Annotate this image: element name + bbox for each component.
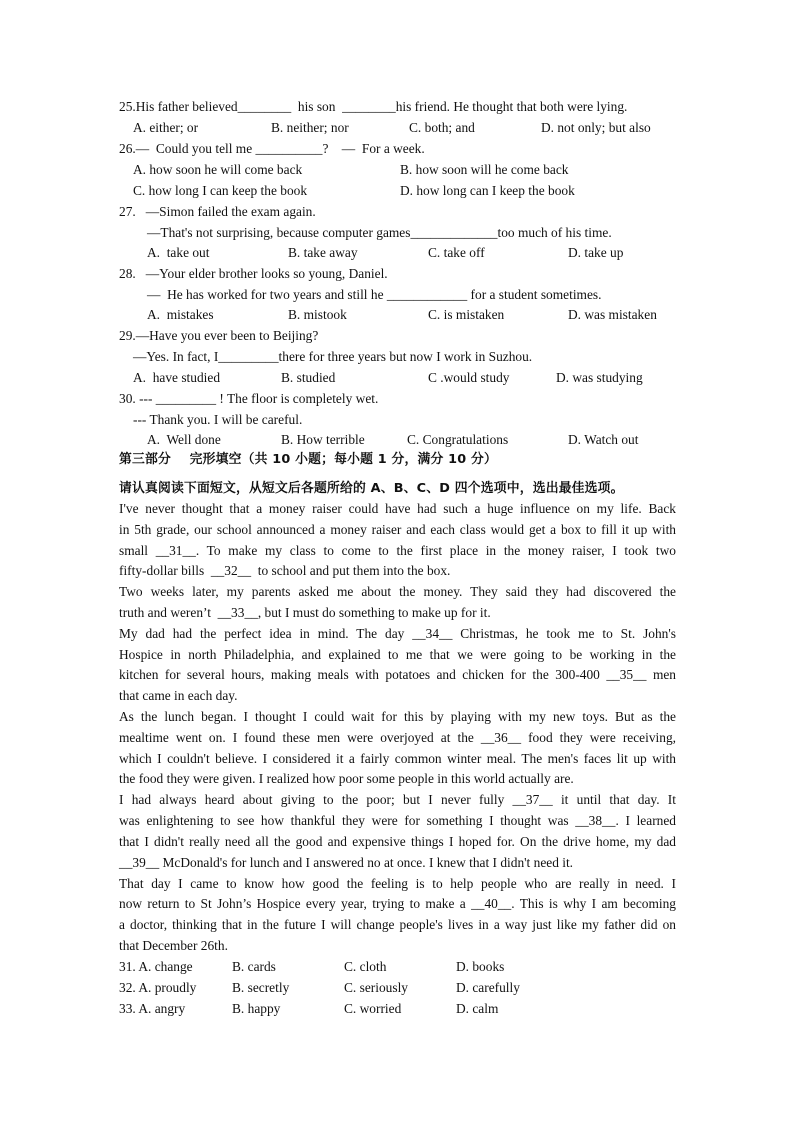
question-25-stem: 25.His father believed________ his son ________his friend. He thought that both were lying. [119, 99, 628, 114]
question-27-stem: 27. —Simon failed the exam again. [119, 204, 316, 219]
passage-line: My dad had the perfect idea in mind. The day __34__ Christmas, he took me to St. John's [119, 626, 676, 641]
answer-32-c: C. seriously [344, 980, 408, 995]
answer-33-b: B. happy [232, 1001, 281, 1016]
passage-line: the food they were given. I realized how poor some people in this world actually are. [119, 771, 574, 786]
passage-line: that I didn't really need all the good and expensive things I hoped for. On the drive home, my dad [119, 834, 676, 849]
question-27-option-d: D. take up [568, 245, 624, 260]
question-27-option-a: A. take out [147, 245, 210, 260]
question-26-stem: 26.— Could you tell me __________? — For a week. [119, 141, 425, 156]
section-heading: 第三部分 完形填空（共 10 小题；每小题 1 分，满分 10 分） [119, 452, 498, 467]
question-30-option-a: A. Well done [147, 432, 221, 447]
answer-32-a: 32. A. proudly [119, 980, 197, 995]
passage-line: small __31__. To make my class to come to the first place in the money raiser, I took two [119, 543, 676, 558]
passage-line: that came in each day. [119, 688, 238, 703]
answer-33-d: D. calm [456, 1001, 499, 1016]
passage-line: which I couldn't believe. I considered it a fairly common winter meal. The men's faces lit up with [119, 751, 676, 766]
question-26-option-d: D. how long can I keep the book [400, 183, 575, 198]
answer-31-c: C. cloth [344, 959, 387, 974]
passage-line: that December 26th. [119, 938, 228, 953]
answer-31-b: B. cards [232, 959, 276, 974]
question-29-stem: 29.—Have you ever been to Beijing? [119, 328, 319, 343]
passage-line: Two weeks later, my parents asked me about the money. They said they had discovered the [119, 584, 676, 599]
passage-line: That day I came to know how good the feeling is to help people who are really in need. I [119, 876, 676, 891]
question-26-option-a: A. how soon he will come back [133, 162, 303, 177]
passage-line: truth and weren’t __33__, but I must do something to make up for it. [119, 605, 491, 620]
passage-line: in 5th grade, our school announced a money raiser and each class would get a box to fill it up with [119, 522, 676, 537]
question-30-reply: --- Thank you. I will be careful. [133, 412, 303, 427]
passage-line: As the lunch began. I thought I could wait for this by playing with my new toys. But as the [119, 709, 676, 724]
passage-line: now return to St John’s Hospice every year, trying to make a __40__. This is why I am becoming [119, 896, 676, 911]
question-27-reply: —That's not surprising, because computer games_____________too much of his time. [147, 225, 612, 240]
passage-line: a doctor, thinking that in the future I will change people's lives in a way just like my father did on [119, 917, 676, 932]
answer-31-a: 31. A. change [119, 959, 193, 974]
question-25-option-d: D. not only; but also [541, 120, 651, 135]
question-28-option-b: B. mistook [288, 307, 347, 322]
question-26-option-b: B. how soon will he come back [400, 162, 569, 177]
answer-33-a: 33. A. angry [119, 1001, 186, 1016]
passage-line: Hospice in north Philadelphia, and explained to me that we were going to be working in the [119, 647, 676, 662]
question-29-option-d: D. was studying [556, 370, 643, 385]
passage-line: kitchen for several hours, making meals with potatoes and chicken for the 300-400 __35__ men [119, 667, 676, 682]
question-27-option-b: B. take away [288, 245, 358, 260]
question-27-option-c: C. take off [428, 245, 485, 260]
passage-line: fifty-dollar bills __32__ to school and put them into the box. [119, 563, 451, 578]
question-28-option-d: D. was mistaken [568, 307, 657, 322]
question-29-option-a: A. have studied [133, 370, 221, 385]
passage-line: I've never thought that a money raiser could have had such a huge influence on my life. Back [119, 501, 676, 516]
question-30-option-c: C. Congratulations [407, 432, 509, 447]
question-30-option-b: B. How terrible [281, 432, 365, 447]
passage-line: was enlightening to see how thankful they were for something I thought was __38__. I learned [119, 813, 676, 828]
answer-32-b: B. secretly [232, 980, 290, 995]
question-28-option-c: C. is mistaken [428, 307, 505, 322]
question-28-stem: 28. —Your elder brother looks so young, Daniel. [119, 266, 388, 281]
question-29-option-c: C .would study [428, 370, 510, 385]
question-26-option-c: C. how long I can keep the book [133, 183, 308, 198]
answer-31-d: D. books [456, 959, 505, 974]
answer-32-d: D. carefully [456, 980, 520, 995]
answer-33-c: C. worried [344, 1001, 402, 1016]
passage-line: __39__ McDonald's for lunch and I answered no at once. I knew that I didn't need it. [119, 855, 574, 870]
question-28-option-a: A. mistakes [147, 307, 214, 322]
question-29-reply: —Yes. In fact, I_________there for three years but now I work in Suzhou. [133, 349, 533, 364]
question-25-option-c: C. both; and [409, 120, 475, 135]
question-30-option-d: D. Watch out [568, 432, 639, 447]
question-28-reply: — He has worked for two years and still he ____________ for a student sometimes. [147, 287, 602, 302]
question-25-option-a: A. either; or [133, 120, 199, 135]
passage-line: mealtime went on. I found these men were overjoyed at the __36__ food they were receiving, [119, 730, 676, 745]
question-25-option-b: B. neither; nor [271, 120, 349, 135]
section-instruction: 请认真阅读下面短文，从短文后各题所给的 A、B、C、D 四个选项中，选出最佳选项。 [119, 481, 624, 496]
passage-line: I had always heard about giving to the poor; but I never fully __37__ it until that day. It [119, 792, 676, 807]
question-29-option-b: B. studied [281, 370, 336, 385]
question-30-stem: 30. --- _________ ! The floor is completely wet. [119, 391, 379, 406]
